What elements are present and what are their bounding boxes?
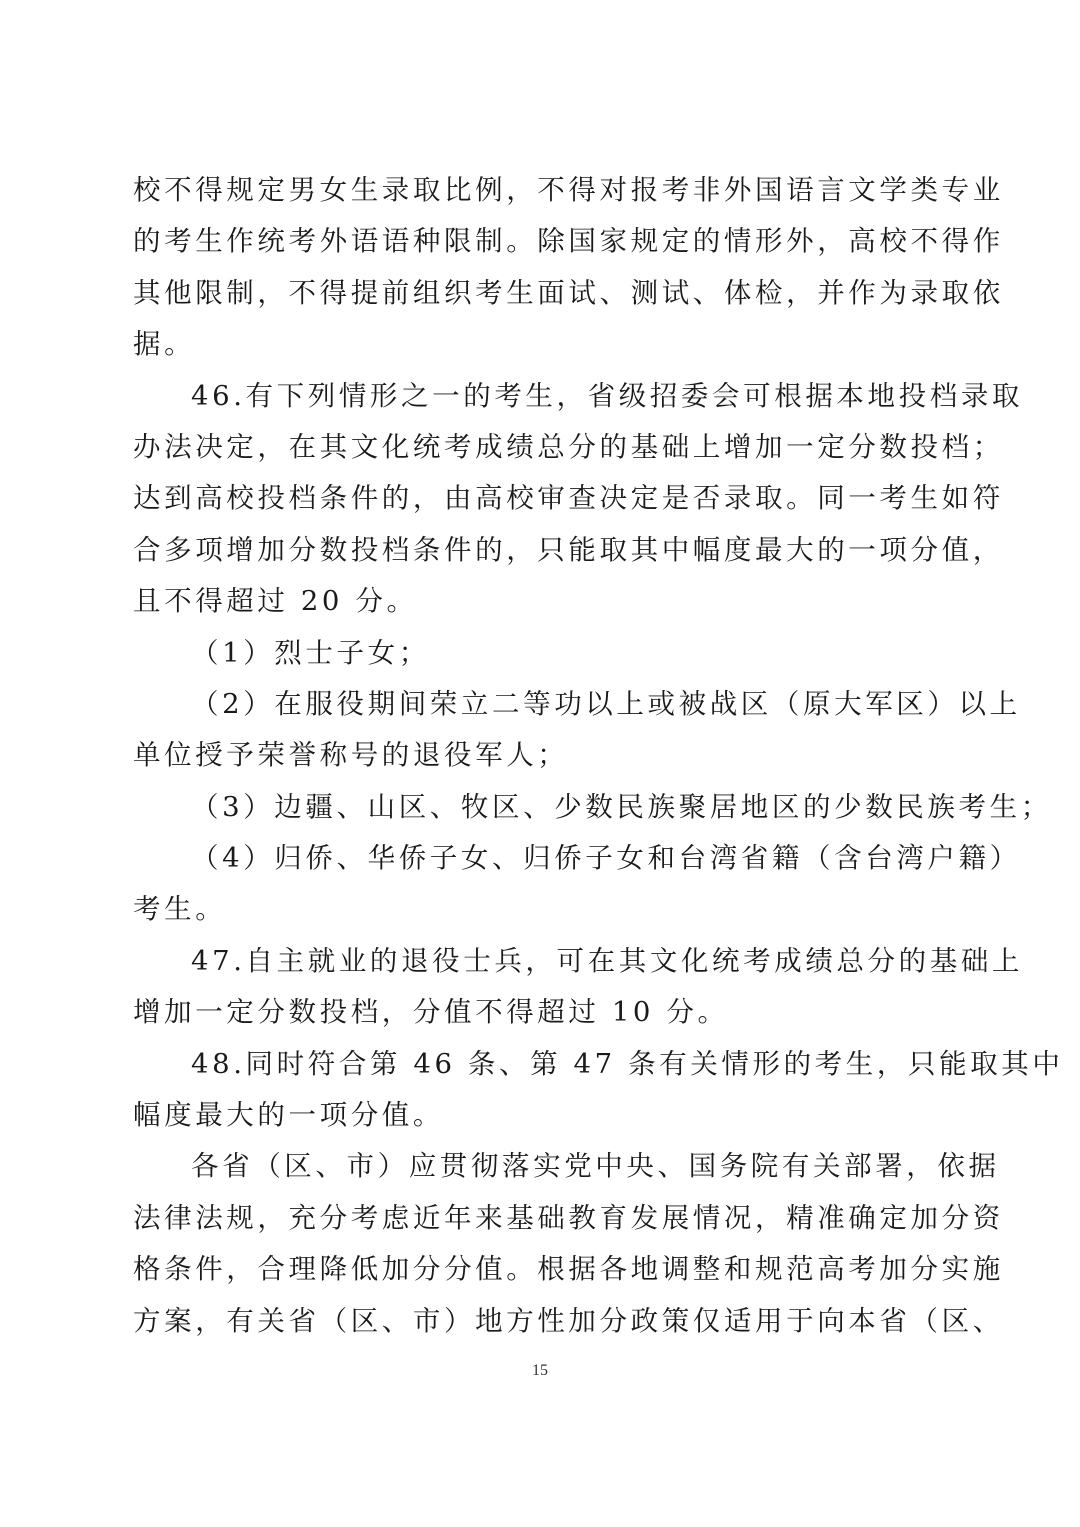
text-line: 合多项增加分数投档条件的，只能取其中幅度最大的一项分值，	[133, 533, 1004, 566]
text-line: 的考生作统考外语语种限制。除国家规定的情形外，高校不得作	[133, 225, 1004, 258]
text-line: 考生。	[133, 893, 227, 926]
text-line: 且不得超过 20 分。	[133, 585, 418, 618]
text-line: 46.有下列情形之一的考生，省级招委会可根据本地投档录取	[191, 379, 1024, 412]
text-line: 达到高校投档条件的，由高校审查决定是否录取。同一考生如符	[133, 482, 1004, 515]
text-line: 方案，有关省（区、市）地方性加分政策仅适用于向本省（区、	[133, 1304, 1004, 1337]
text-line: （3）边疆、山区、牧区、少数民族聚居地区的少数民族考生；	[191, 790, 1052, 823]
text-line: 法律法规，充分考虑近年来基础教育发展情况，精准确定加分资	[133, 1201, 1004, 1234]
text-line: 办法决定，在其文化统考成绩总分的基础上增加一定分数投档；	[133, 430, 1004, 463]
text-line: 单位授予荣誉称号的退役军人；	[133, 739, 569, 772]
page-number: 15	[532, 1362, 548, 1379]
text-line: 据。	[133, 328, 196, 361]
text-line: 校不得规定男女生录取比例，不得对报考非外国语言文学类专业	[133, 174, 1004, 206]
text-line: 48.同时符合第 46 条、第 47 条有关情形的考生，只能取其中	[191, 1047, 1064, 1080]
text-line: 其他限制，不得提前组织考生面试、测试、体检，并作为录取依	[133, 276, 1004, 309]
body-text	[133, 165, 1064, 1347]
text-line: （4）归侨、华侨子女、归侨子女和台湾省籍（含台湾户籍）	[191, 842, 1021, 875]
text-line: 47.自主就业的退役士兵，可在其文化统考成绩总分的基础上	[191, 944, 1024, 977]
text-line: 增加一定分数投档，分值不得超过 10 分。	[133, 996, 729, 1029]
text-line: 格条件，合理降低加分分值。根据各地调整和规范高考加分实施	[133, 1253, 1004, 1286]
text-line: （1）烈士子女；	[191, 636, 430, 669]
text-line: 幅度最大的一项分值。	[133, 1099, 444, 1132]
text-line: 各省（区、市）应贯彻落实党中央、国务院有关部署，依据	[191, 1150, 1000, 1183]
text-line: （2）在服役期间荣立二等功以上或被战区（原大军区）以上	[191, 687, 1021, 720]
